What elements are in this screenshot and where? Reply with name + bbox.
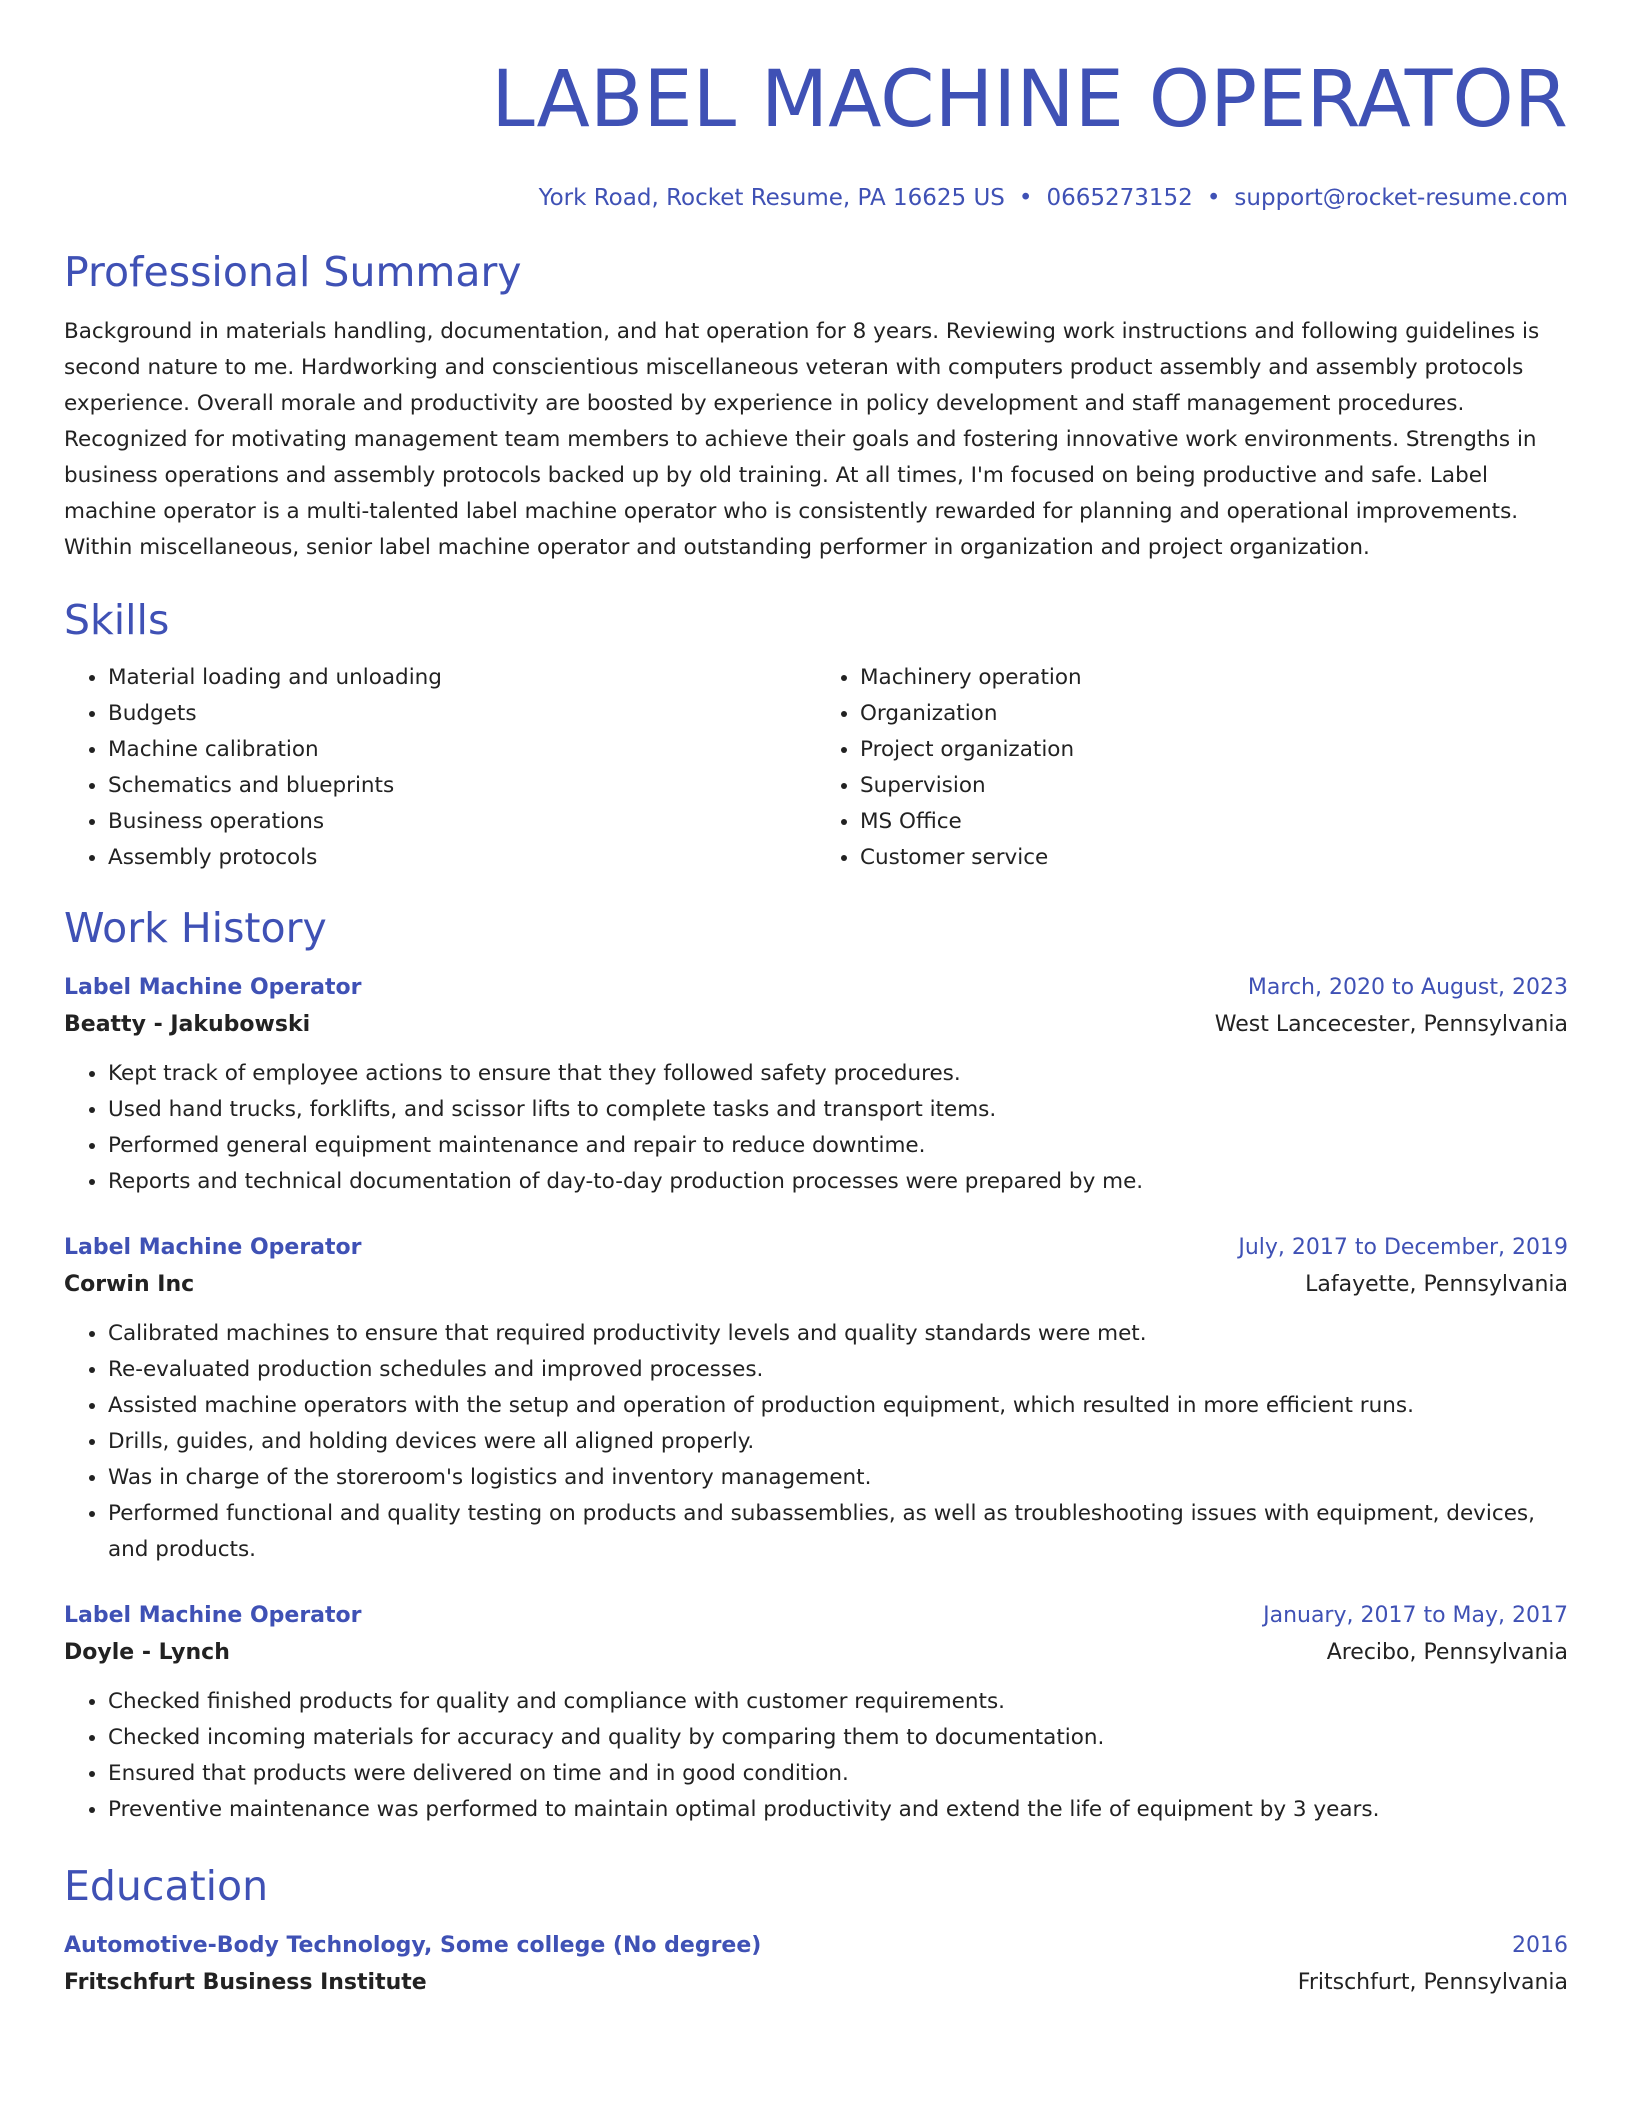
job-bullets	[64, 1684, 1568, 1828]
skills-heading: Skills	[64, 596, 170, 644]
work-history-section	[64, 900, 1568, 1828]
summary-heading: Professional Summary	[64, 248, 522, 296]
skill-item: • Assembly protocols	[108, 840, 816, 876]
job-dates: March, 2020 to August, 2023	[1247, 975, 1568, 1000]
job-role: Label Machine Operator	[64, 1235, 362, 1260]
job-header-row	[64, 1598, 1568, 1634]
skill-item: • Organization	[860, 696, 1568, 732]
job-role: Label Machine Operator	[64, 1603, 362, 1628]
education-header-row	[64, 1928, 1568, 1964]
contact-line	[64, 182, 1568, 214]
job-entry	[64, 1598, 1568, 1828]
job-dates: July, 2017 to December, 2019	[1238, 1235, 1568, 1260]
contact-separator: •	[1206, 185, 1221, 211]
job-location: West Lancecester, Pennsylvania	[1214, 1012, 1568, 1037]
job-dates: January, 2017 to May, 2017	[1263, 1603, 1568, 1628]
work-history-heading: Work History	[64, 904, 327, 952]
job-header-row	[64, 970, 1568, 1006]
skill-item: • Material loading and unloading	[108, 660, 816, 696]
job-entry	[64, 1230, 1568, 1568]
skill-item: • Machinery operation	[860, 660, 1568, 696]
job-company: Beatty - Jakubowski	[64, 1012, 311, 1037]
job-bullet: • Performed functional and quality testing on products and subassemblies, as well as troubleshooting issues with equipment, devices, and products.	[108, 1496, 1568, 1568]
job-bullets	[64, 1056, 1568, 1200]
job-bullet: • Was in charge of the storeroom's logistics and inventory management.	[108, 1460, 1568, 1496]
skill-item: • Project organization	[860, 732, 1568, 768]
education-section	[64, 1858, 1568, 2002]
job-bullet: • Assisted machine operators with the setup and operation of production equipment, which resulted in more efficient runs.	[108, 1388, 1568, 1424]
job-bullets	[64, 1316, 1568, 1568]
job-company-row	[64, 1266, 1568, 1304]
skill-item: • Schematics and blueprints	[108, 768, 816, 804]
job-location: Arecibo, Pennsylvania	[1326, 1640, 1568, 1665]
job-company-row	[64, 1634, 1568, 1672]
skills-columns	[64, 660, 1568, 876]
education-degree: Automotive-Body Technology, Some college (No degree)	[64, 1933, 762, 1958]
education-entry	[64, 1928, 1568, 2002]
skill-item: • Customer service	[860, 840, 1568, 876]
contact-phone: 0665273152	[1046, 185, 1193, 211]
contact-email[interactable]: support@rocket-resume.com	[1234, 185, 1568, 211]
job-bullet: • Preventive maintenance was performed to maintain optimal productivity and extend the life of equipment by 3 years.	[108, 1792, 1568, 1828]
job-bullet: • Calibrated machines to ensure that required productivity levels and quality standards were met.	[108, 1316, 1568, 1352]
resume-header	[64, 0, 1568, 214]
skill-item: • Business operations	[108, 804, 816, 840]
candidate-title: LABEL MACHINE OPERATOR	[491, 55, 1568, 145]
job-bullet: • Used hand trucks, forklifts, and scissor lifts to complete tasks and transport items.	[108, 1092, 1568, 1128]
job-company: Doyle - Lynch	[64, 1640, 230, 1665]
job-entry	[64, 970, 1568, 1200]
job-company-row	[64, 1006, 1568, 1044]
skills-section	[64, 592, 1568, 876]
job-header-row	[64, 1230, 1568, 1266]
skills-list-right	[816, 660, 1568, 876]
job-bullet: • Reports and technical documentation of day-to-day production processes were prepared by me.	[108, 1164, 1568, 1200]
job-bullet: • Ensured that products were delivered on time and in good condition.	[108, 1756, 1568, 1792]
job-company: Corwin Inc	[64, 1272, 195, 1297]
job-bullet: • Drills, guides, and holding devices were all aligned properly.	[108, 1424, 1568, 1460]
education-heading: Education	[64, 1862, 269, 1910]
education-location: Fritschfurt, Pennsylvania	[1297, 1970, 1568, 1995]
skill-item: • Supervision	[860, 768, 1568, 804]
job-bullet: • Kept track of employee actions to ensure that they followed safety procedures.	[108, 1056, 1568, 1092]
skill-item: • Budgets	[108, 696, 816, 732]
job-bullet: • Performed general equipment maintenance and repair to reduce downtime.	[108, 1128, 1568, 1164]
job-bullet: • Checked finished products for quality and compliance with customer requirements.	[108, 1684, 1568, 1720]
skill-item: • Machine calibration	[108, 732, 816, 768]
education-year: 2016	[1512, 1933, 1568, 1958]
job-bullet: • Checked incoming materials for accuracy and quality by comparing them to documentation.	[108, 1720, 1568, 1756]
summary-section	[64, 244, 1568, 566]
job-role: Label Machine Operator	[64, 975, 362, 1000]
summary-text: Background in materials handling, documentation, and hat operation for 8 years. Reviewing work instructions and following guidelines is second nature to me. Hardworking and conscientious miscellaneous veteran with computers product assembly and assembly protocols experience. Overall morale and productivity are boosted by experience in policy development and staff management procedures. Recognized for motivating management team members to achieve their goals and fostering innovative work environments. Strengths in business operations and assembly protocols backed up by old training. At all times, I'm focused on being productive and safe. Label machine operator is a multi-talented label machine operator who is consistently rewarded for planning and operational improvements. Within miscellaneous, senior label machine operator and outstanding performer in organization and project organization.	[64, 319, 1540, 560]
job-location: Lafayette, Pennsylvania	[1305, 1272, 1568, 1297]
skill-item: • MS Office	[860, 804, 1568, 840]
job-bullet: • Re-evaluated production schedules and improved processes.	[108, 1352, 1568, 1388]
skills-list-left	[64, 660, 816, 876]
contact-separator: •	[1018, 185, 1033, 211]
contact-address: York Road, Rocket Resume, PA 16625 US	[538, 185, 1005, 211]
education-school-row	[64, 1964, 1568, 2002]
education-school: Fritschfurt Business Institute	[64, 1970, 427, 1995]
